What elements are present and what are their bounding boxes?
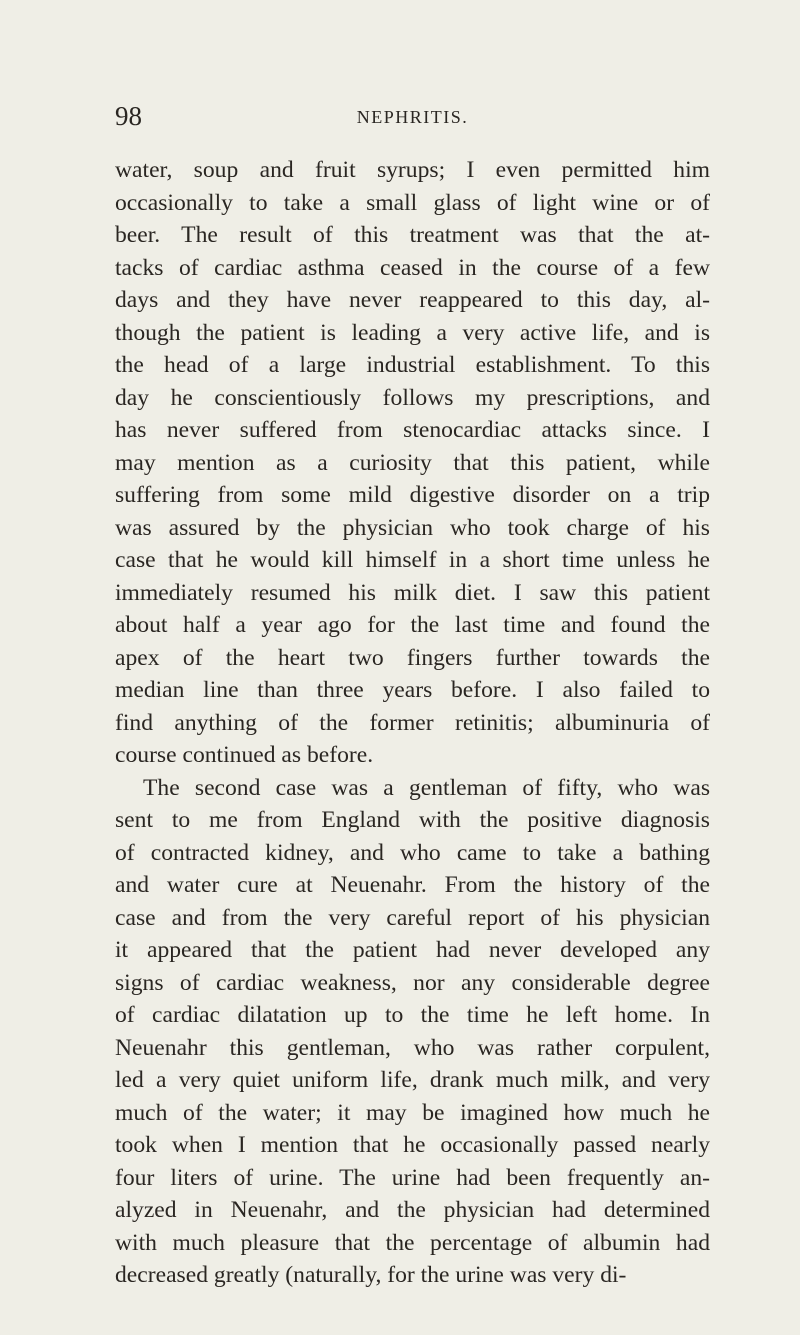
text-line: course continued as before. xyxy=(115,742,374,768)
text-line: about half a year ago for the last time and found the xyxy=(115,612,710,638)
text-line: beer. The result of this treatment was that the at- xyxy=(115,222,710,248)
text-line: of cardiac dilatation up to the time he left home. In xyxy=(115,1002,710,1028)
text-line: much of the water; it may be imagined how much he xyxy=(115,1099,710,1126)
text-line: decreased greatly (naturally, for the urine was very di- xyxy=(115,1262,627,1288)
text-line: suffering from some mild digestive disorder on a trip xyxy=(115,482,710,508)
text-line: the head of a large industrial establishment. To this xyxy=(115,352,710,378)
text-line: apex of the heart two fingers further towards the xyxy=(115,644,710,671)
text-line: occasionally to take a small glass of light wine or of xyxy=(115,189,710,216)
text-line: took when I mention that he occasionally passed nearly xyxy=(115,1132,710,1158)
text-line: day he conscientiously follows my prescriptions, and xyxy=(115,384,710,411)
text-line: four liters of urine. The urine had been frequently an- xyxy=(115,1164,710,1191)
body-text xyxy=(115,154,710,1292)
running-head: NEPHRITIS. xyxy=(356,107,469,127)
text-line: may mention as a curiosity that this patient, while xyxy=(115,449,710,476)
text-line: and water cure at Neuenahr. From the history of the xyxy=(115,872,710,898)
text-line: days and they have never reappeared to this day, al- xyxy=(115,287,710,313)
text-line: Neuenahr this gentleman, who was rather corpulent, xyxy=(115,1034,710,1061)
text-line: sent to me from England with the positive diagnosis xyxy=(115,807,710,833)
page-number: 98 xyxy=(115,101,142,131)
text-line: case that he would kill himself in a short time unless he xyxy=(115,547,710,573)
text-line: though the patient is leading a very active life, and is xyxy=(115,319,710,346)
text-line: find anything of the former retinitis; albuminuria of xyxy=(115,709,710,736)
text-line: it appeared that the patient had never developed any xyxy=(115,937,710,963)
text-line: median line than three years before. I also failed to xyxy=(115,677,710,703)
text-line: signs of cardiac weakness, nor any considerable degree xyxy=(115,969,710,996)
text-line: water, soup and fruit syrups; I even permitted him xyxy=(115,157,710,183)
text-line: led a very quiet uniform life, drank much milk, and very xyxy=(115,1067,710,1093)
text-line: was assured by the physician who took charge of his xyxy=(115,514,710,541)
text-line: has never suffered from stenocardiac attacks since. I xyxy=(115,417,710,443)
text-line: immediately resumed his milk diet. I saw this patient xyxy=(115,579,710,606)
text-line: case and from the very careful report of his physician xyxy=(115,904,710,931)
page-header xyxy=(115,101,710,131)
paragraph-2 xyxy=(115,772,710,1292)
text-line: with much pleasure that the percentage of albumin had xyxy=(115,1229,710,1256)
text-line: alyzed in Neuenahr, and the physician had determined xyxy=(115,1197,710,1223)
paragraph-1 xyxy=(115,154,710,772)
text-line: tacks of cardiac asthma ceased in the course of a few xyxy=(115,254,710,281)
text-line: of contracted kidney, and who came to take a bathing xyxy=(115,839,710,866)
text-line: The second case was a gentleman of fifty, who was xyxy=(143,774,710,801)
